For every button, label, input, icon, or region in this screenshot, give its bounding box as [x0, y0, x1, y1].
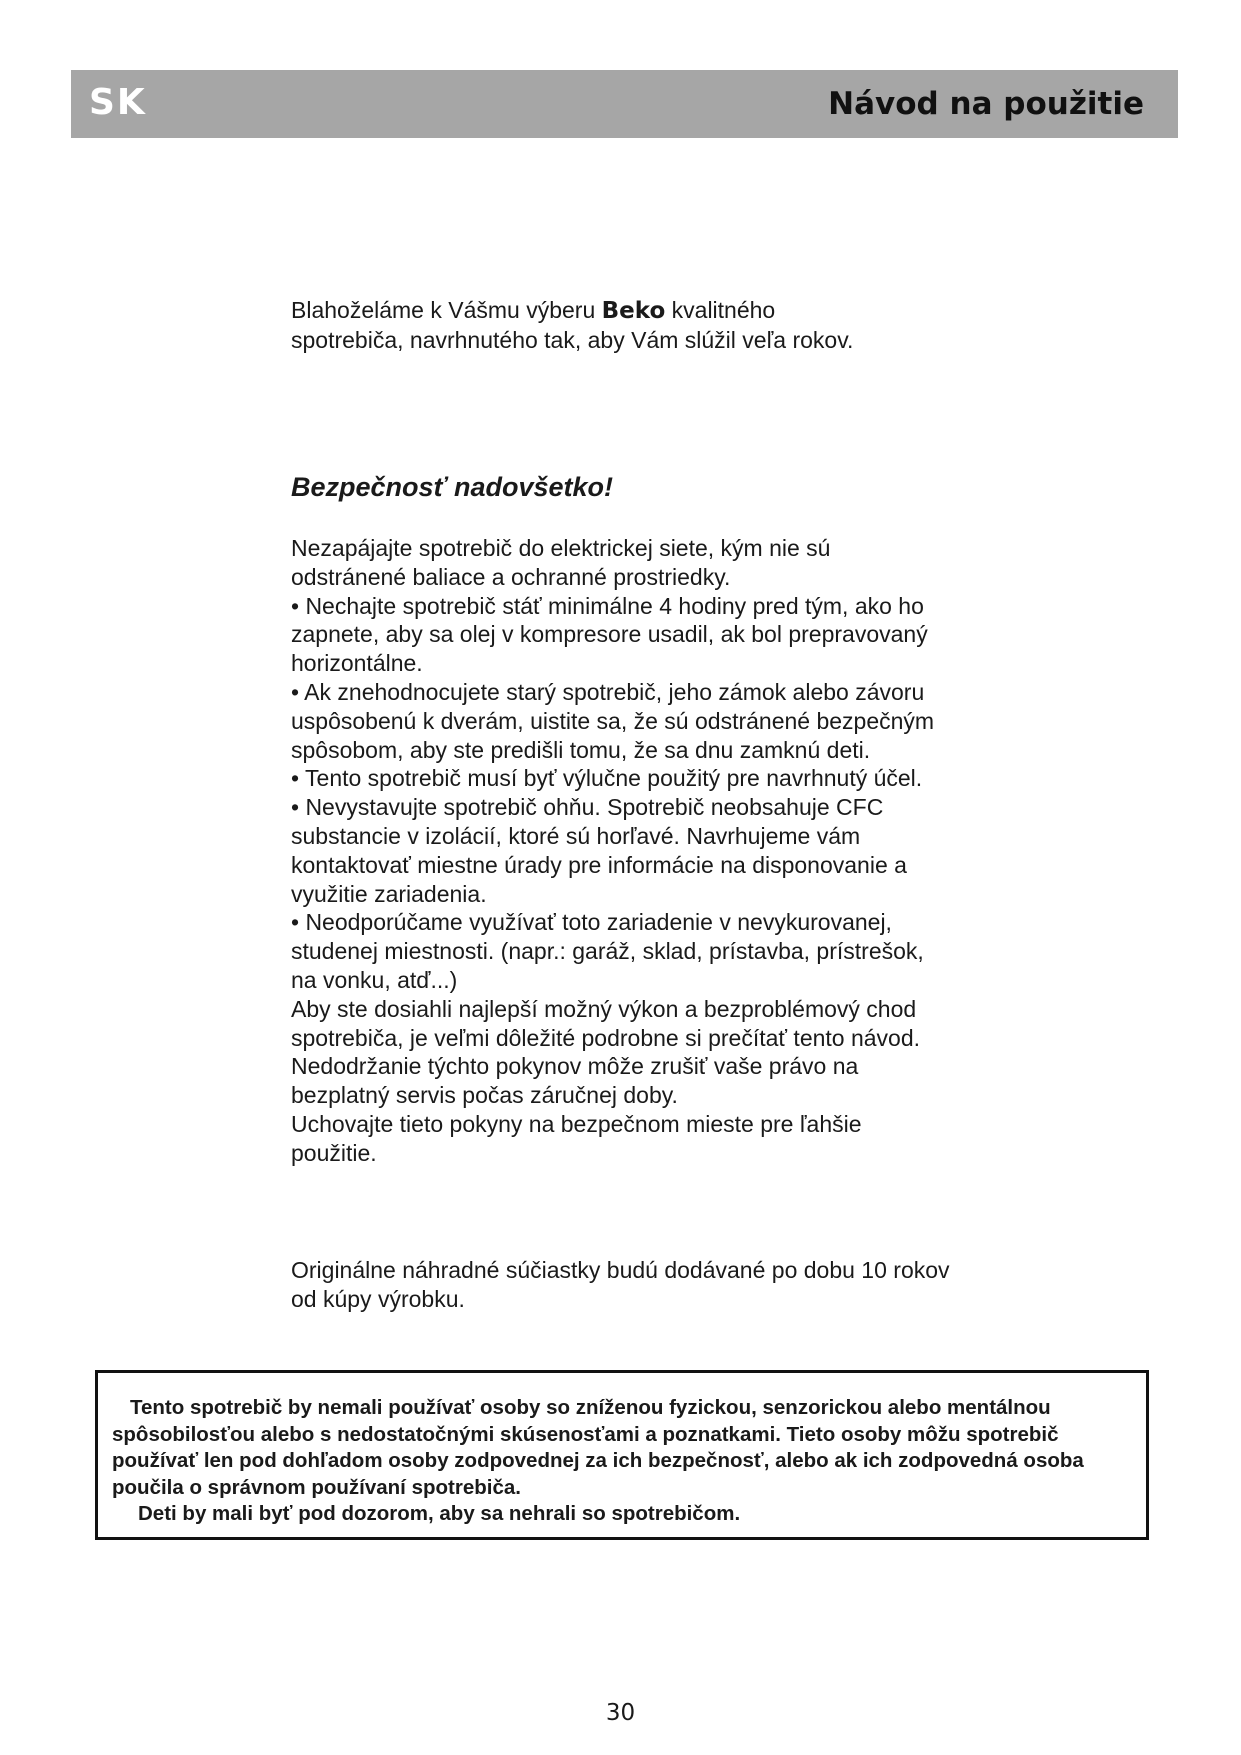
warning-text: Tento spotrebič by nemali používať osoby so zníženou fyzickou, senzorickou alebo mentálnou spôsobilosťou alebo s nedostatočnými skúsenosťami a poznatkami. Tieto osoby môžu spotrebič používať len pod dohľadom osoby zodpovednej za ich bezpečnosť, alebo ak ich zodpovedná osoba poučila o správnom používaní spotrebiča.	[112, 1396, 1084, 1499]
warning-box	[95, 1370, 1149, 1540]
spare-parts-text: Originálne náhradné súčiastky budú dodávané po dobu 10 rokov od kúpy výrobku.	[291, 1257, 950, 1312]
page-number: 30	[605, 1700, 636, 1726]
safety-paragraph: • Ak znehodnocujete starý spotrebič, jeho zámok alebo závoru uspôsobenú k dverám, uistite sa, že sú odstránené bezpečným spôsobom, aby ste predišli tomu, že sa dnu zamknú deti.	[291, 678, 935, 763]
safety-paragraph: • Nechajte spotrebič stáť minimálne 4 hodiny pred tým, ako ho zapnete, aby sa olej v kompresore usadil, ak bol prepravovaný horizontálne.	[291, 592, 928, 677]
manual-title: Návod na použitie	[828, 86, 1144, 122]
intro-suffix: kvalitného	[665, 297, 776, 323]
safety-paragraph: Uchovajte tieto pokyny na bezpečnom mieste pre ľahšie použitie.	[291, 1110, 862, 1166]
intro-paragraph	[291, 296, 931, 355]
intro-line-2: spotrebiča, navrhnutého tak, aby Vám slúžil veľa rokov.	[291, 327, 854, 353]
safety-paragraph: Nezapájajte spotrebič do elektrickej siete, kým nie sú odstránené baliace a ochranné prostriedky.	[291, 535, 831, 590]
safety-heading: Bezpečnosť nadovšetko!	[291, 472, 614, 502]
safety-paragraph: • Nevystavujte spotrebič ohňu. Spotrebič neobsahuje CFC substancie v izolácií, ktoré sú horľavé. Navrhujeme vám kontaktovať miestne úrady pre informácie na disponovanie a využitie zariadenia.	[291, 794, 907, 907]
intro-prefix: Blahoželáme k Vášmu výberu	[291, 297, 602, 323]
spare-parts-note	[291, 1256, 951, 1314]
header-bar	[71, 70, 1178, 138]
safety-paragraph: Aby ste dosiahli najlepší možný výkon a bezproblémový chod spotrebiča, je veľmi dôležité podrobne si prečítať tento návod. Nedodržanie týchto pokynov môže zrušiť vaše právo na bezplatný servis počas záručnej doby.	[291, 995, 921, 1109]
safety-paragraph: • Tento spotrebič musí byť výlučne použitý pre navrhnutý účel.	[291, 765, 923, 792]
safety-body	[291, 534, 951, 1168]
safety-paragraph: • Neodporúčame využívať toto zariadenie v nevykurovanej, studenej miestnosti. (napr.: garáž, sklad, prístavba, prístrešok, na vonku, atď...)	[291, 909, 924, 993]
children-warning-text: Deti by mali byť pod dozorom, aby sa nehrali so spotrebičom.	[138, 1502, 741, 1525]
brand-name: Beko	[601, 298, 666, 324]
language-code: SK	[89, 82, 147, 123]
